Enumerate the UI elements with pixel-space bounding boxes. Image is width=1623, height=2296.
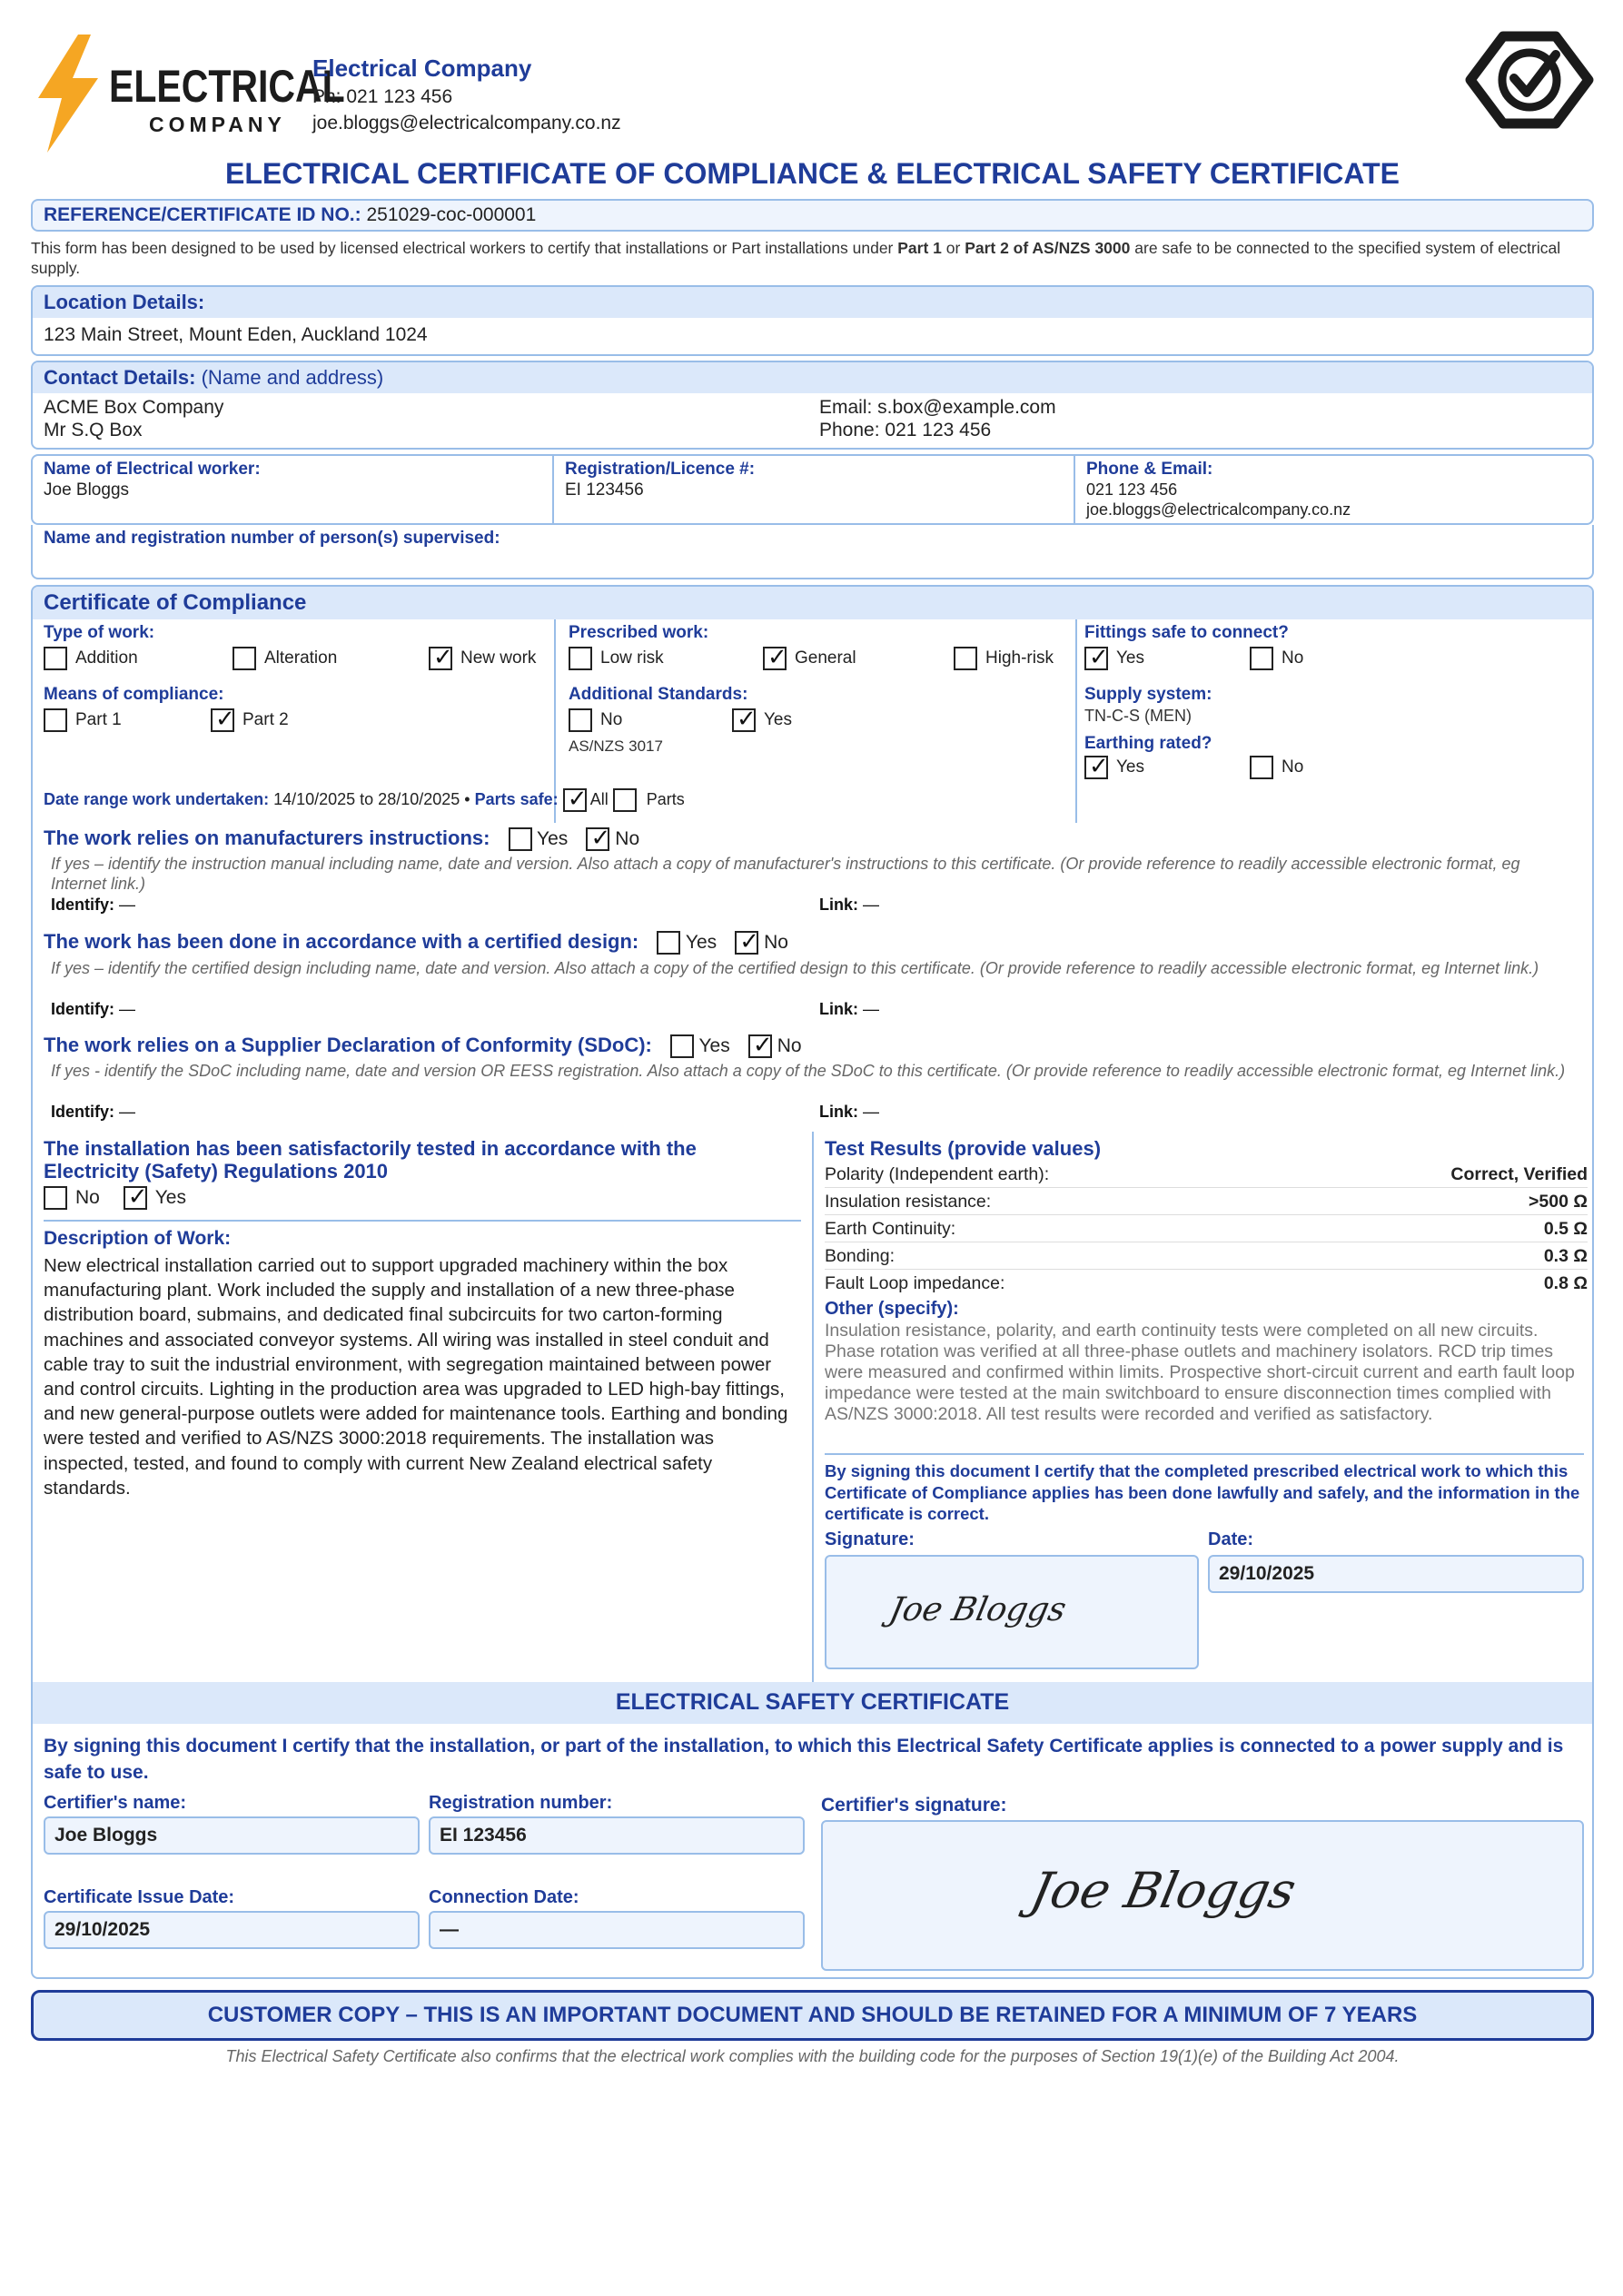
fittings-yes-label: Yes [1116, 648, 1144, 668]
fittings-no-option[interactable] [1250, 647, 1303, 670]
test-row-label: Earth Continuity: [825, 1219, 956, 1239]
sdoc-no-checkbox[interactable] [748, 1034, 772, 1058]
sdoc-link-label: Link: [819, 1103, 858, 1121]
date-range-value: 14/10/2025 to 28/10/2025 [273, 789, 460, 808]
coc-signature-label: Signature: [825, 1529, 915, 1549]
type-alteration-checkbox[interactable] [233, 647, 256, 670]
esc-statement: By signing this document I certify that the installation, or part of the installation, to which this Electrical Safety Certificate applies is connected to a power supply and is safe to use. [44, 1736, 1564, 1783]
test-row-earth-continuity [825, 1215, 1588, 1242]
prescribed-low-option[interactable] [569, 647, 664, 670]
tested-no-label: No [75, 1187, 100, 1208]
type-addition-label: Addition [75, 648, 138, 668]
location-value: 123 Main Street, Mount Eden, Auckland 1024 [44, 324, 428, 345]
reference-value: 251029-coc-000001 [366, 204, 537, 225]
coc-header: Certificate of Compliance [33, 587, 1592, 619]
location-box [31, 285, 1594, 356]
test-row-label: Polarity (Independent earth): [825, 1164, 1050, 1184]
intro-text-1: This form has been designed to be used by licensed electrical workers to certify that installations or Part installations under [31, 239, 898, 257]
supervised-label: Name and registration number of person(s) supervised: [44, 529, 500, 548]
test-row-value: Correct, Verified [1450, 1164, 1588, 1184]
sdoc-identify-value: — [119, 1103, 136, 1121]
earthing-rated-label: Earthing rated? [1084, 734, 1212, 753]
fittings-no-checkbox[interactable] [1250, 647, 1273, 670]
footer-note: This Electrical Safety Certificate also confirms that the electrical work complies with the building code for the purposes of Section 19(1)(e) of the Building Act 2004. [225, 2047, 1400, 2065]
contact-email: Email: s.box@example.com [819, 397, 1056, 418]
sdoc-note: If yes - identify the SDoC including name, date and version OR EESS registration. Also attach a copy of the SDoC to this certificate. (Or provide reference to readily accessible electronic format, eg Internet link.) [51, 1062, 1566, 1080]
test-results-heading: Test Results (provide values) [825, 1137, 1102, 1160]
means-part1-label: Part 1 [75, 710, 122, 729]
coc-signature-box[interactable] [825, 1555, 1199, 1669]
worker-email: joe.bloggs@electricalcompany.co.nz [1086, 500, 1351, 519]
design-identify [51, 1000, 135, 1019]
prescribed-general-label: General [795, 648, 856, 668]
contact-body [33, 393, 1592, 448]
parts-safe-parts-label: Parts [646, 789, 685, 808]
test-row-bonding [825, 1242, 1588, 1270]
date-range-label: Date range work undertaken: [44, 789, 270, 808]
parts-safe-all-label: All [589, 789, 609, 808]
parts-safe-parts-checkbox[interactable] [613, 788, 637, 812]
means-part2-label: Part 2 [242, 710, 289, 729]
esc-reg-label: Registration number: [429, 1793, 613, 1813]
worker-name: Joe Bloggs [44, 480, 130, 500]
fittings-yes-checkbox[interactable] [1084, 647, 1108, 670]
test-results-panel [825, 1137, 1588, 1682]
tested-heading: The installation has been satisfactorily tested in accordance with the Electricity (Safety) Regulations 2010 [44, 1137, 697, 1183]
intro-text-3: are safe to be connected to the specified system of electrical supply. [31, 239, 1561, 277]
prescribed-high-option[interactable] [954, 647, 1054, 670]
additional-yes-option[interactable] [732, 708, 792, 732]
contact-header [33, 362, 1592, 393]
lightning-bolt-icon [31, 35, 104, 153]
sdoc-identify-label: Identify: [51, 1103, 114, 1121]
type-new-work-checkbox[interactable] [429, 647, 452, 670]
test-row-fault-loop [825, 1270, 1588, 1297]
esc-box [31, 1682, 1594, 1979]
means-part2-option[interactable] [211, 708, 289, 732]
manufacturer-yes-checkbox[interactable] [509, 827, 532, 851]
date-range-row [44, 788, 685, 812]
sdoc-yes-label: Yes [698, 1035, 730, 1056]
prescribed-work-label: Prescribed work: [569, 623, 709, 642]
earthing-no-option[interactable] [1250, 756, 1303, 779]
certifier-signature-box[interactable] [821, 1820, 1584, 1971]
sdoc-link-value: — [863, 1103, 880, 1121]
company-logo [31, 35, 345, 153]
earthing-yes-option[interactable] [1084, 756, 1144, 779]
location-label: Location Details: [33, 287, 1592, 318]
contact-box [31, 361, 1594, 450]
additional-no-checkbox[interactable] [569, 708, 592, 732]
prescribed-low-checkbox[interactable] [569, 647, 592, 670]
means-part1-checkbox[interactable] [44, 708, 67, 732]
certificate-page [31, 0, 1594, 2065]
other-text: Insulation resistance, polarity, and earth continuity tests were completed on all new circuits. Phase rotation was verified at all three-phase outlets and machinery isolators. RCD trip times were measured and confirmed within limits. Prospective short-circuit current and earth fault loop impedance were tested at the main switchboard to ensure disconnection times complied with AS/NZS 3000:2018. All test results were recorded and verified as satisfactory. [825, 1321, 1575, 1424]
tested-options [44, 1186, 186, 1210]
test-row-value: 0.3 Ω [1543, 1246, 1588, 1266]
esc-header: ELECTRICAL SAFETY CERTIFICATE [33, 1682, 1592, 1724]
supply-system-label: Supply system: [1084, 685, 1212, 704]
date-range-bullet: • [464, 789, 470, 808]
manufacturer-no-label: No [615, 828, 640, 849]
supervised-box [31, 525, 1594, 579]
type-new-work-option[interactable] [429, 647, 536, 670]
question-certified-design [44, 930, 788, 955]
design-yes-label: Yes [685, 932, 717, 953]
design-identify-label: Identify: [51, 1000, 114, 1018]
reference-label: REFERENCE/CERTIFICATE ID NO.: [44, 204, 361, 225]
test-row-insulation [825, 1188, 1588, 1215]
contact-label: Contact Details: [44, 366, 196, 389]
additional-standard-value: AS/NZS 3017 [569, 737, 663, 755]
test-row-value: >500 Ω [1529, 1192, 1588, 1212]
manufacturer-link-value: — [863, 896, 880, 914]
question-sdoc-text: The work relies on a Supplier Declaration of Conformity (SDoC): [44, 1034, 652, 1056]
issue-date-field[interactable]: 29/10/2025 [44, 1911, 420, 1949]
design-identify-value: — [119, 1000, 136, 1018]
test-row-label: Fault Loop impedance: [825, 1273, 1005, 1293]
logo-subword: COMPANY [149, 113, 286, 136]
rcm-compliance-mark-icon [1465, 31, 1594, 129]
contact-sublabel: (Name and address) [201, 366, 384, 389]
prescribed-general-option[interactable] [763, 647, 856, 670]
issue-date-label: Certificate Issue Date: [44, 1887, 235, 1907]
prescribed-high-label: High-risk [985, 648, 1054, 668]
fittings-safe-label: Fittings safe to connect? [1084, 623, 1289, 642]
question-manufacturer [44, 826, 639, 851]
prescribed-low-label: Low risk [600, 648, 664, 668]
prescribed-general-checkbox[interactable] [763, 647, 787, 670]
description-label: Description of Work: [44, 1228, 232, 1249]
test-row-value: 0.8 Ω [1543, 1273, 1588, 1293]
connection-date-label: Connection Date: [429, 1887, 579, 1907]
type-addition-option[interactable] [44, 647, 138, 670]
certifier-name-label: Certifier's name: [44, 1793, 187, 1813]
test-row-polarity [825, 1161, 1588, 1188]
parts-safe-label: Parts safe: [474, 789, 559, 808]
fittings-yes-option[interactable] [1084, 647, 1144, 670]
page-header [31, 0, 1594, 163]
design-no-label: No [764, 932, 788, 953]
company-name: Electrical Company [312, 54, 532, 82]
other-label: Other (specify): [825, 1299, 959, 1319]
company-phone: Ph: 021 123 456 [312, 86, 453, 107]
additional-no-option[interactable] [569, 708, 622, 732]
coc-box [31, 585, 1594, 1691]
test-row-label: Bonding: [825, 1246, 895, 1266]
intro-bold-1: Part 1 [897, 239, 942, 257]
type-alteration-option[interactable] [233, 647, 337, 670]
tested-no-checkbox[interactable] [44, 1186, 67, 1210]
coc-date-label: Date: [1208, 1529, 1254, 1549]
manufacturer-identify-label: Identify: [51, 896, 114, 914]
earthing-yes-checkbox[interactable] [1084, 756, 1108, 779]
supply-system-value: TN-C-S (MEN) [1084, 707, 1192, 725]
manufacturer-note: If yes – identify the instruction manual including name, date and version. Also attach a copy of manufacturer's instructions to this certificate. (Or provide reference to readily accessible electronic format, eg Internet link.) [51, 855, 1520, 893]
description-text: New electrical installation carried out to support upgraded machinery within the box manufacturing plant. Work included the supply and installation of a new three-phase distribution board, submains, and dedicated final subcircuits for two carton-forming machines and associated conveyor systems. All wiring was installed in steel conduit and cable tray to suit the industrial environment, with segregation maintained between power and control circuits. Lighting in the production area was upgraded to LED high-bay fittings, and new general-purpose outlets were added for maintenance tools. Earthing and bonding were tested and verified to AS/NZS 3000:2018 requirements. The installation was inspected, tested, and found to comply with current New Zealand electrical safety standards. [44, 1255, 788, 1499]
worker-pe-label: Phone & Email: [1086, 460, 1213, 479]
test-row-label: Insulation resistance: [825, 1192, 992, 1212]
worker-box [31, 454, 1594, 525]
logo-wordmark: ELECTRICAL [109, 61, 345, 112]
worker-phone: 021 123 456 [1086, 480, 1178, 499]
additional-yes-label: Yes [764, 710, 792, 729]
type-addition-checkbox[interactable] [44, 647, 67, 670]
company-info [312, 53, 621, 136]
manufacturer-identify-value: — [119, 896, 136, 914]
prescribed-high-checkbox[interactable] [954, 647, 977, 670]
additional-standards-label: Additional Standards: [569, 685, 748, 704]
contact-phone: Phone: 021 123 456 [819, 420, 992, 440]
worker-reg-label: Registration/Licence #: [565, 460, 756, 479]
question-sdoc [44, 1034, 802, 1058]
tested-yes-label: Yes [154, 1187, 186, 1208]
manufacturer-no-checkbox[interactable] [586, 827, 609, 851]
earthing-no-checkbox[interactable] [1250, 756, 1273, 779]
coc-signature: Joe Bloggs [886, 1591, 1070, 1628]
type-alteration-label: Alteration [264, 648, 338, 668]
certifier-name-field[interactable]: Joe Bloggs [44, 1816, 420, 1855]
design-link [819, 1000, 879, 1019]
document-title: ELECTRICAL CERTIFICATE OF COMPLIANCE & ELECTRICAL SAFETY CERTIFICATE [224, 157, 1400, 190]
design-note: If yes – identify the certified design including name, date and version. Also attach a copy of the certified design to this certificate. (Or provide reference to readily accessible electronic format, eg Internet link.) [51, 959, 1539, 977]
certifier-signature: Joe Bloggs [1025, 1862, 1301, 1919]
additional-yes-checkbox[interactable] [732, 708, 756, 732]
question-manufacturer-text: The work relies on manufacturers instructions: [44, 826, 490, 849]
connection-date-field[interactable]: — [429, 1911, 805, 1949]
intro-text [31, 238, 1594, 278]
sdoc-identify [51, 1103, 135, 1122]
test-row-value: 0.5 Ω [1543, 1219, 1588, 1239]
question-design-text: The work has been done in accordance with a certified design: [44, 930, 639, 953]
manufacturer-yes-label: Yes [537, 828, 569, 849]
worker-reg: EI 123456 [565, 480, 644, 500]
means-of-compliance-label: Means of compliance: [44, 685, 224, 704]
company-email: joe.bloggs@electricalcompany.co.nz [312, 113, 621, 134]
tested-yes-checkbox[interactable] [124, 1186, 147, 1210]
sdoc-yes-checkbox[interactable] [670, 1034, 694, 1058]
means-part1-option[interactable] [44, 708, 122, 732]
additional-no-label: No [600, 710, 623, 729]
contact-company: ACME Box Company [44, 397, 224, 418]
manufacturer-identify [51, 896, 135, 915]
type-new-work-label: New work [460, 648, 537, 668]
design-yes-checkbox[interactable] [657, 931, 680, 955]
manufacturer-link [819, 896, 879, 915]
intro-text-2: or [941, 239, 965, 257]
fittings-no-label: No [1282, 648, 1304, 668]
manufacturer-link-label: Link: [819, 896, 858, 914]
intro-bold-2: Part 2 of AS/NZS 3000 [965, 239, 1131, 257]
earthing-no-label: No [1282, 757, 1304, 777]
worker-name-label: Name of Electrical worker: [44, 460, 261, 479]
sdoc-no-label: No [777, 1035, 802, 1056]
design-no-checkbox[interactable] [735, 931, 758, 955]
means-part2-checkbox[interactable] [211, 708, 234, 732]
earthing-yes-label: Yes [1116, 757, 1144, 777]
customer-copy-banner: CUSTOMER COPY – THIS IS AN IMPORTANT DOCUMENT AND SHOULD BE RETAINED FOR A MINIMUM OF 7 YEARS [31, 1990, 1594, 2041]
esc-reg-field[interactable]: EI 123456 [429, 1816, 805, 1855]
contact-person: Mr S.Q Box [44, 420, 143, 440]
reference-box [31, 199, 1594, 232]
coc-sign-statement: By signing this document I certify that the completed prescribed electrical work to which this Certificate of Compliance applies has been done lawfully and safely, and the information in the certificate is correct. [825, 1461, 1580, 1523]
parts-safe-all-checkbox[interactable] [563, 788, 587, 812]
certifier-signature-label: Certifier's signature: [821, 1795, 1007, 1816]
sdoc-link [819, 1103, 879, 1122]
type-of-work-label: Type of work: [44, 623, 155, 642]
coc-date-field[interactable]: 29/10/2025 [1208, 1555, 1584, 1593]
design-link-label: Link: [819, 1000, 858, 1018]
design-link-value: — [863, 1000, 880, 1018]
